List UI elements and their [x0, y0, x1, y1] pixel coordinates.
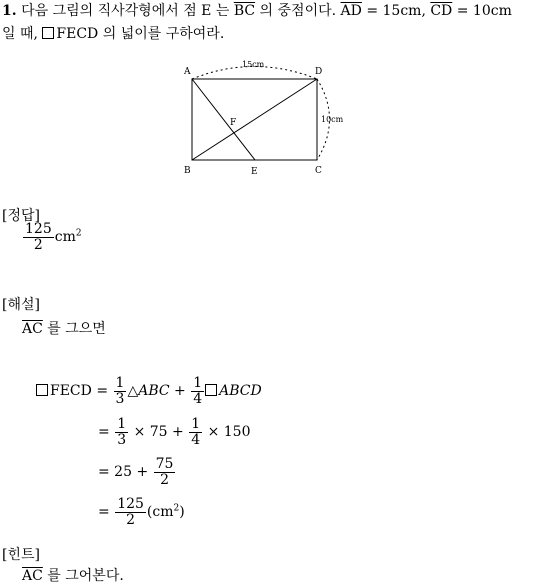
- label-d: D: [315, 67, 323, 77]
- solution-header: [해설]: [2, 297, 40, 313]
- eq2-f2-num: 1: [191, 416, 201, 432]
- dimension-right: 10cm: [321, 115, 344, 124]
- problem-text: 다음 그림의 직사각형에서 점 E 는: [21, 3, 230, 19]
- eq1-f2-den: 4: [193, 390, 203, 407]
- solution-step: [22, 318, 106, 338]
- eq2-mid: × 75 +: [133, 424, 184, 441]
- ad-value: = 15cm,: [366, 3, 426, 19]
- answer-fraction: [23, 222, 54, 252]
- hint-line: [22, 565, 124, 585]
- solution-step-text: 를 그으면: [47, 321, 106, 337]
- problem-line-2: [2, 23, 224, 45]
- answer-numerator: 125: [25, 221, 52, 237]
- diagonal-bd: [192, 79, 317, 160]
- equation-line-3: [98, 457, 176, 487]
- hint-header: [힌트]: [2, 547, 40, 563]
- eq4-close: ): [179, 504, 185, 521]
- problem-suffix: 의 넓이를 구하여라.: [102, 26, 225, 42]
- equation-line-1: [36, 376, 262, 406]
- square-symbol-icon: [42, 27, 54, 39]
- hint-text: 를 그어본다.: [47, 568, 124, 584]
- problem-line-1: [2, 0, 512, 22]
- answer-denominator: 2: [33, 236, 43, 253]
- eq1-f1-den: 3: [115, 390, 125, 407]
- label-f: F: [230, 118, 237, 128]
- answer-unit: cm: [54, 229, 76, 246]
- eq1-lhs: FECD: [50, 383, 92, 400]
- eq1-f1-num: 1: [115, 375, 125, 391]
- square-symbol-icon: [205, 384, 217, 396]
- segment-ad: $\overline{AD}$: [340, 3, 362, 19]
- eq3-fraction: [154, 457, 176, 487]
- eq1-plus: +: [174, 383, 186, 400]
- equation-line-2: [98, 417, 250, 447]
- eq1-equals: =: [96, 383, 109, 400]
- answer-header: [정답]: [2, 208, 40, 224]
- segment-cd: $\overline{CD}$: [430, 3, 453, 19]
- eq1-rect: ABCD: [219, 383, 262, 400]
- eq2-fraction-1: [115, 417, 128, 447]
- square-symbol-icon: [36, 384, 48, 396]
- label-c: C: [315, 166, 322, 176]
- eq4-exp: 2: [173, 503, 180, 514]
- answer-unit-exp: 2: [75, 228, 82, 239]
- eq3-den: 2: [160, 471, 170, 488]
- eq3-text: = 25 +: [98, 464, 149, 481]
- eq4-num: 125: [117, 496, 144, 512]
- shape-name: FECD: [56, 26, 99, 42]
- eq2-f2-den: 4: [191, 431, 201, 448]
- problem-prefix: 일 때,: [2, 26, 38, 42]
- problem-text-mid: 의 중점이다.: [259, 3, 337, 19]
- label-a: A: [184, 67, 191, 77]
- eq1-fraction-2: [191, 376, 204, 406]
- eq2-f1-num: 1: [117, 416, 127, 432]
- eq3-num: 75: [155, 456, 174, 472]
- eq4-equals: =: [98, 504, 110, 521]
- cd-value: = 10cm: [456, 3, 512, 19]
- eq4-unit: (cm: [146, 504, 174, 521]
- eq4-den: 2: [126, 511, 136, 528]
- eq2-equals: =: [98, 424, 110, 441]
- eq2-fraction-2: [189, 417, 202, 447]
- segment-bc: $\overline{BC}$: [233, 3, 256, 19]
- eq4-fraction: [115, 497, 146, 527]
- hint-segment-ac: $\overline{AC}$: [22, 568, 43, 584]
- problem-number: 1.: [2, 3, 17, 19]
- rectangle-figure: [180, 58, 360, 178]
- eq1-triangle: △ABC: [127, 383, 170, 400]
- segment-ae: [192, 79, 255, 160]
- eq2-end: × 150: [207, 424, 251, 441]
- dimension-top: 15cm: [242, 60, 265, 69]
- eq1-f2-num: 1: [193, 375, 203, 391]
- label-b: B: [184, 166, 191, 176]
- label-e: E: [251, 167, 258, 177]
- eq1-fraction-1: [114, 376, 127, 406]
- segment-ac: $\overline{AC}$: [22, 321, 43, 337]
- answer-value: [22, 222, 82, 252]
- equation-line-4: [98, 497, 185, 527]
- eq2-f1-den: 3: [117, 431, 127, 448]
